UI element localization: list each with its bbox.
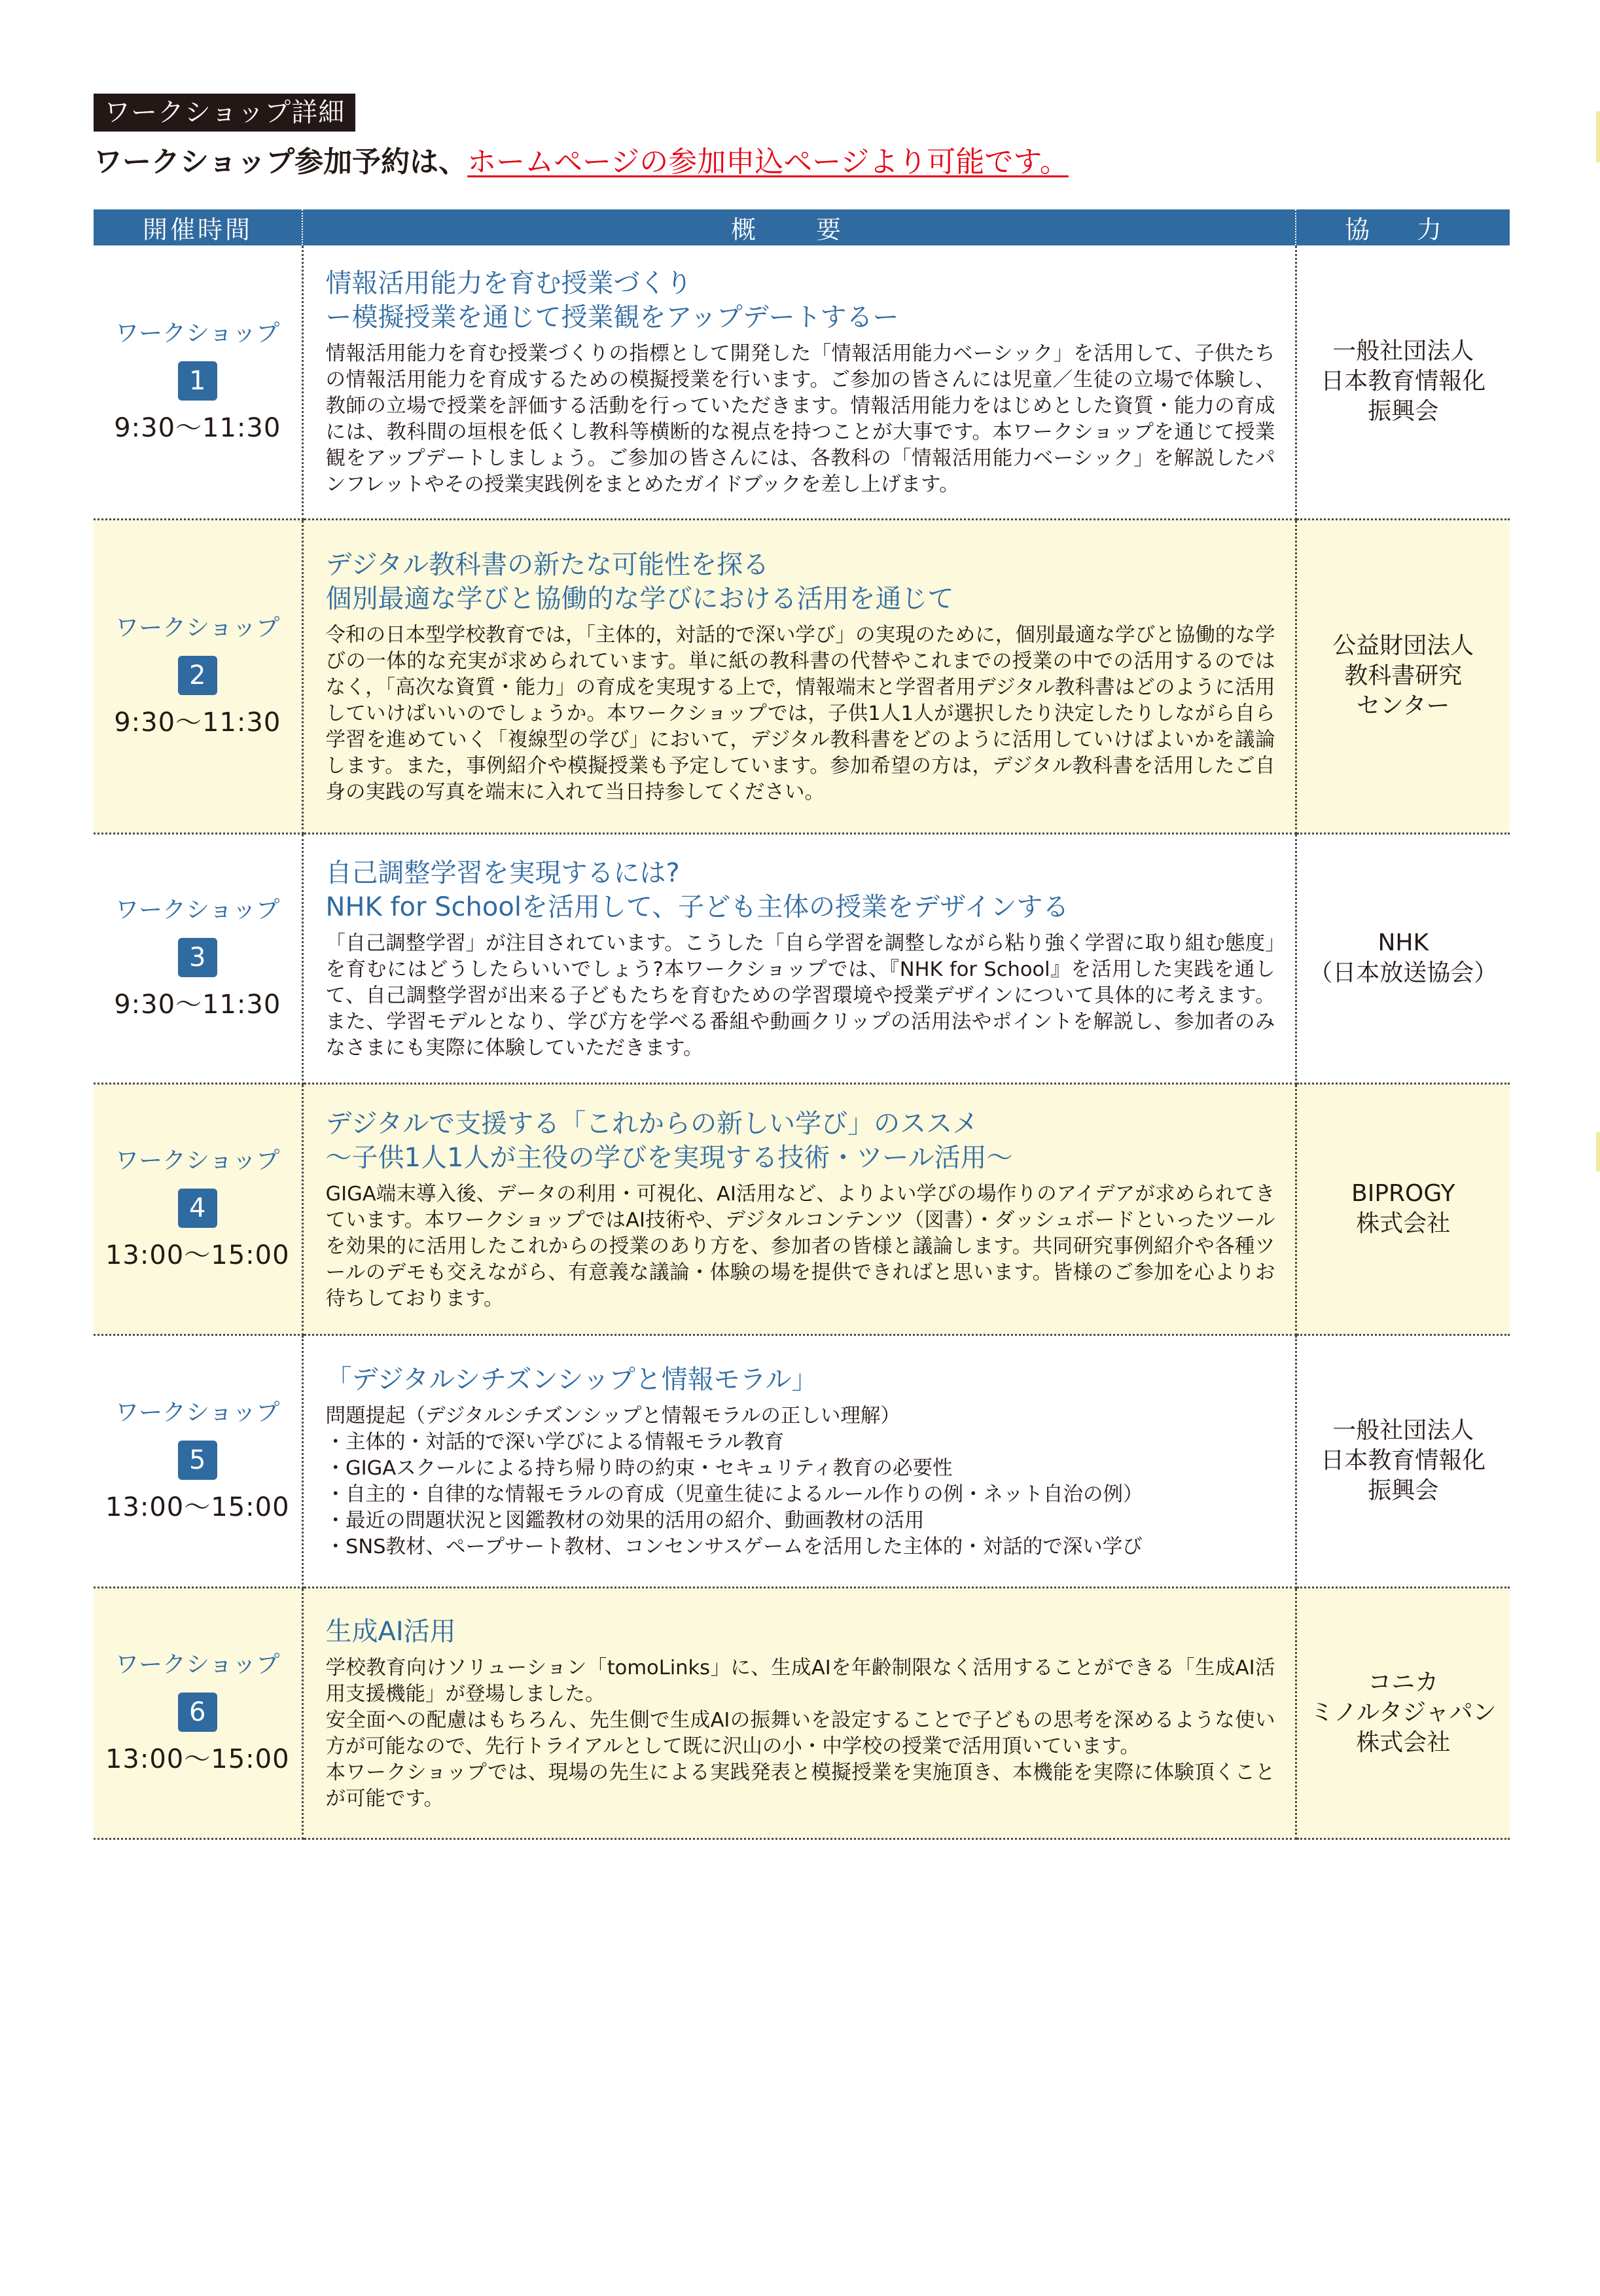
workshop-title: 生成AI活用: [325, 1617, 456, 1647]
list-item: ・主体的・対話的で深い学びによる情報モラル教育: [325, 1431, 785, 1454]
table-row: [94, 1083, 1510, 1335]
page-edge-accent: [1596, 111, 1600, 162]
partner-line: ミノルタジャパン: [1310, 1699, 1497, 1726]
workshop-subtitle: ー模擬授業を通じて授業観をアップデートするー: [325, 302, 899, 333]
workshop-title: 「デジタルシチズンシップと情報モラル」: [325, 1365, 818, 1395]
workshop-time: 13:00〜15:00: [105, 1744, 290, 1774]
workshop-number-badge: 1: [178, 361, 217, 401]
section-label: ワークショップ詳細: [94, 94, 355, 132]
partner-line: 日本教育情報化: [1321, 368, 1486, 395]
workshop-summary-cell: [302, 519, 1296, 833]
workshop-partner-cell: [1296, 519, 1510, 833]
reservation-notice: [94, 143, 1069, 182]
workshop-label: ワークショップ: [115, 1147, 280, 1174]
workshop-summary-cell: [302, 1335, 1296, 1587]
workshop-partner-cell: [1296, 833, 1510, 1083]
table-row: [94, 519, 1510, 833]
workshop-description: 「自己調整学習」が注目されています。こうした「自ら学習を調整しながら粘り強く学習に取り組む態度」を育むにはどうしたらいいでしょう?本ワークショップでは、『NHK for School』を活用した実践を通して、自己調整学習が出来る子どもたちを育むための学習環境や授業デザインについて具体的に考えます。また、学習モデルとなり、学び方を学べる番組や動画クリップの活用法やポイントを解説し、参加者のみなさまにも実際に体験していただきます。: [325, 932, 1275, 1060]
workshop-label: ワークショップ: [115, 615, 280, 641]
workshop-number-badge: 2: [178, 656, 217, 695]
workshop-partner-cell: [1296, 1335, 1510, 1587]
table-row: [94, 833, 1510, 1083]
workshop-time-cell: [94, 1587, 302, 1839]
workshop-subtitle: 〜子供1人1人が主役の学びを実現する技術・ツール活用〜: [325, 1143, 1013, 1173]
workshop-title: 自己調整学習を実現するには?: [325, 858, 680, 888]
workshop-time-cell: [94, 519, 302, 833]
workshop-summary-cell: [302, 1587, 1296, 1839]
list-item: ・SNS教材、ペープサート教材、コンセンサスゲームを活用した主体的・対話的で深い学び: [325, 1535, 1143, 1558]
workshop-time: 9:30〜11:30: [114, 413, 281, 444]
workshop-time-cell: [94, 1335, 302, 1587]
header-time: 開催時間: [94, 209, 302, 245]
workshop-summary-cell: [302, 1083, 1296, 1335]
workshop-time: 13:00〜15:00: [105, 1492, 290, 1522]
page-edge-accent: [1596, 1132, 1600, 1172]
workshop-time: 9:30〜11:30: [114, 708, 281, 738]
list-item: 問題提起（デジタルシチズンシップと情報モラルの正しい理解）: [325, 1405, 900, 1427]
table-row: [94, 1587, 1510, 1839]
partner-line: 日本教育情報化: [1321, 1447, 1486, 1474]
workshop-time-cell: [94, 1083, 302, 1335]
workshop-title: デジタル教科書の新たな可能性を探る: [325, 550, 770, 580]
registration-page-link[interactable]: ホームページの参加申込ページより可能です。: [467, 145, 1069, 179]
list-item: ・最近の問題状況と図鑑教材の効果的活用の紹介、動画教材の活用: [325, 1509, 925, 1532]
partner-line: 教科書研究: [1344, 662, 1463, 689]
partner-line: 株式会社: [1356, 1210, 1451, 1237]
table-header-row: [94, 209, 1510, 245]
workshop-description: 情報活用能力を育む授業づくりの指標として開発した「情報活用能力ベーシック」を活用して、子供たちの情報活用能力を育成するための模擬授業を行います。ご参加の皆さんには児童／生徒の立場で体験し、教師の立場で授業を評価する活動を行っていただきます。情報活用能力をはじめとした資質・能力の育成には、教科間の垣根を低くし教科等横断的な視点を持つことが大事です。本ワークショップを通じて授業観をアップデートしましょう。ご参加の皆さんには、各教科の「情報活用能力ベーシック」を解説したパンフレットやその授業実践例をまとめたガイドブックを差し上げます。: [325, 342, 1275, 497]
partner-line: BIPROGY: [1351, 1180, 1455, 1207]
workshop-description: 本ワークショップでは、現場の先生による実践発表と模擬授業を実施頂き、本機能を実際に体験頂くことが可能です。: [325, 1761, 1275, 1810]
partner-line: 振興会: [1368, 398, 1439, 425]
table-row: [94, 245, 1510, 519]
partner-line: センター: [1356, 692, 1450, 719]
partner-line: 一般社団法人: [1332, 1417, 1474, 1444]
workshop-subtitle: 個別最適な学びと協働的な学びにおける活用を通じて: [325, 584, 954, 614]
workshop-time: 13:00〜15:00: [105, 1240, 290, 1270]
reservation-lead: ワークショップ参加予約は、: [94, 145, 468, 179]
workshop-partner-cell: [1296, 245, 1510, 519]
partner-line: 株式会社: [1356, 1729, 1451, 1756]
workshop-title: 情報活用能力を育む授業づくり: [325, 268, 692, 299]
partner-line: 振興会: [1368, 1477, 1439, 1504]
list-item: ・GIGAスクールによる持ち帰り時の約束・セキュリティ教育の必要性: [325, 1457, 953, 1480]
workshop-partner-cell: [1296, 1083, 1510, 1335]
workshop-label: ワークショップ: [115, 1399, 280, 1426]
workshop-partner-cell: [1296, 1587, 1510, 1839]
partner-line: （日本放送協会）: [1309, 960, 1498, 986]
workshop-number-badge: 3: [178, 938, 217, 977]
workshop-number-badge: 6: [178, 1693, 217, 1732]
workshop-number-badge: 5: [178, 1441, 217, 1480]
workshop-title: デジタルで支援する「これからの新しい学び」のススメ: [325, 1109, 979, 1139]
table-row: [94, 1335, 1510, 1587]
workshop-subtitle: NHK for Schoolを活用して、子ども主体の授業をデザインする: [325, 892, 1069, 922]
workshop-description: 学校教育向けソリューション「tomoLinks」に、生成AIを年齢制限なく活用することができる「生成AI活用支援機能」が登場しました。: [325, 1657, 1275, 1706]
workshop-time-cell: [94, 245, 302, 519]
workshop-table: [94, 209, 1510, 1840]
workshop-summary-cell: [302, 833, 1296, 1083]
partner-line: 公益財団法人: [1332, 632, 1474, 659]
workshop-number-badge: 4: [178, 1189, 217, 1228]
workshop-label: ワークショップ: [115, 897, 280, 924]
workshop-description: 安全面への配慮はもちろん、先生側で生成AIの振舞いを設定することで子どもの思考を深めるような使い方が可能なので、先行トライアルとして既に沢山の小・中学校の授業で活用頂いています。: [325, 1709, 1275, 1758]
workshop-topic-list: [326, 1403, 1275, 1560]
workshop-time: 9:30〜11:30: [114, 990, 281, 1020]
partner-line: NHK: [1378, 929, 1429, 956]
workshop-summary-cell: [302, 245, 1296, 519]
partner-line: コニカ: [1368, 1669, 1439, 1696]
workshop-description: GIGA端末導入後、データの利用・可視化、AI活用など、よりよい学びの場作りのアイデアが求められてきています。本ワークショップではAI技術や、デジタルコンテンツ（図書）・ダッシュボードといったツールを効果的に活用したこれからの授業のあり方を、参加者の皆様と議論します。共同研究事例紹介や各種ツールのデモも交えながら、有意義な議論・体験の場を提供できればと思います。皆様のご参加を心よりお待ちしております。: [325, 1183, 1275, 1310]
workshop-time-cell: [94, 833, 302, 1083]
workshop-label: ワークショップ: [115, 320, 280, 348]
partner-line: 一般社団法人: [1332, 338, 1474, 365]
workshop-label: ワークショップ: [115, 1651, 280, 1678]
workshop-description: 令和の日本型学校教育では，「主体的，対話的で深い学び」の実現のために，個別最適な学びと協働的な学びの一体的な充実が求められています。単に紙の教科書の代替やこれまでの授業の中での活用するのではなく，「高次な資質・能力」の育成を実現する上で，情報端末と学習者用デジタル教科書はどのように活用していけばいいのでしょうか。本ワークショップでは，子供1人1人が選択したり決定したりしながら自ら学習を進めていく「複線型の学び」において，デジタル教科書をどのように活用していけばよいかを議論します。また，事例紹介や模擬授業も予定しています。参加希望の方は，デジタル教科書を活用したご自身の実践の写真を端末に入れて当日持参してください。: [325, 624, 1275, 804]
list-item: ・自主的・自律的な情報モラルの育成（児童生徒によるルール作りの例・ネット自治の例）: [325, 1483, 1143, 1506]
header-summary: 概 要: [302, 209, 1296, 245]
header-partner: 協 力: [1296, 209, 1510, 245]
